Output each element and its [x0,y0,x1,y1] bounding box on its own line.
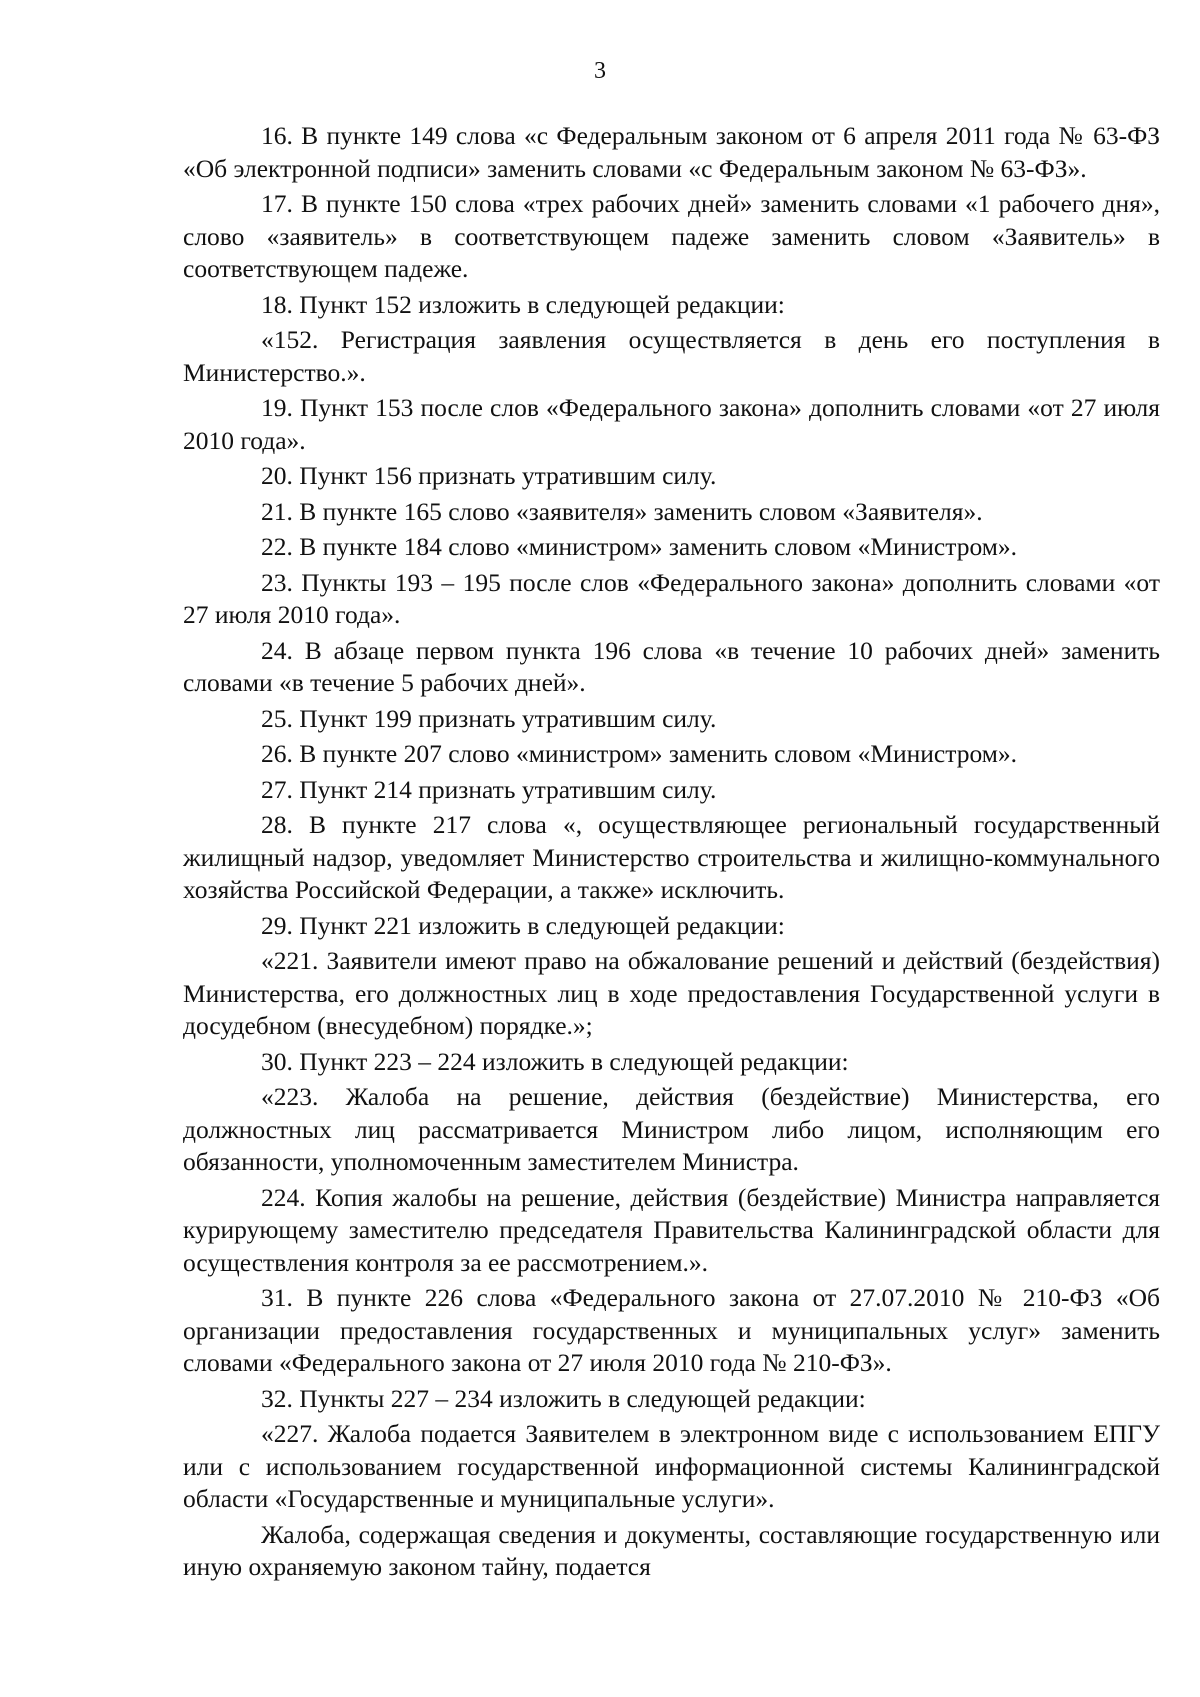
paragraph-28: 28. В пункте 217 слова «, осуществляющее региональный государственный жилищный надзор, уведомляет Министерство строительства и жилищно-коммунального хозяйства Российской Федерации, а также» исключить. [183,810,1160,904]
paragraph-30: 30. Пункт 223 – 224 изложить в следующей редакции: [261,1046,849,1076]
paragraph-17: 17. В пункте 150 слова «трех рабочих дней» заменить словами «1 рабочего дня», слово «заявитель» в соответствующем падеже заменить словом «Заявитель» в соответствующем падеже. [183,189,1160,283]
paragraph-221-text: «221. Заявители имеют право на обжалование решений и действий (бездействия) Министерства, его должностных лиц в ходе предоставления Государственной услуги в досудебном (внесудебном) порядке.»; [183,946,1160,1040]
document-body [183,120,1160,1584]
paragraph-complaint-secret: Жалоба, содержащая сведения и документы, составляющие государственную или иную охраняемую законом тайну, подается [183,1519,1160,1581]
paragraph-29: 29. Пункт 221 изложить в следующей редакции: [261,910,785,940]
paragraph-22: 22. В пункте 184 слово «министром» заменить словом «Министром». [261,532,1017,561]
paragraph-21: 21. В пункте 165 слово «заявителя» заменить словом «Заявителя». [261,496,983,526]
paragraph-32: 32. Пункты 227 – 234 изложить в следующей редакции: [261,1383,866,1413]
paragraph-26: 26. В пункте 207 слово «министром» заменить словом «Министром». [261,739,1017,768]
paragraph-27: 27. Пункт 214 признать утратившим силу. [261,774,717,804]
paragraph-23: 23. Пункты 193 – 195 после слов «Федерального закона» дополнить словами «от 27 июля 2010 года». [183,567,1160,629]
paragraph-20: 20. Пункт 156 признать утратившим силу. [261,461,717,490]
paragraph-25: 25. Пункт 199 признать утратившим силу. [261,703,717,733]
paragraph-224-text: 224. Копия жалобы на решение, действия (бездействие) Министра направляется курирующему заместителю председателя Правительства Калининградской области для осуществления контроля за ее рассмотрением.». [183,1182,1160,1277]
page-number: 3 [594,58,606,84]
paragraph-18: 18. Пункт 152 изложить в следующей редакции: [261,289,785,319]
paragraph-31: 31. В пункте 226 слова «Федерального закона от 27.07.2010 № 210-ФЗ «Об организации предоставления государственных и муниципальных услуг» заменить словами «Федерального закона от 27 июля 2010 года № 210-ФЗ». [183,1283,1160,1377]
paragraph-16: 16. В пункте 149 слова «с Федеральным законом от 6 апреля 2011 года № 63-ФЗ «Об электронной подписи» заменить словами «с Федеральным законом № 63-ФЗ». [183,121,1160,183]
paragraph-19: 19. Пункт 153 после слов «Федерального закона» дополнить словами «от 27 июля 2010 года». [183,393,1160,455]
paragraph-227-text: «227. Жалоба подается Заявителем в электронном виде с использованием ЕПГУ или с использованием государственной информационной системы Калининградской области «Государственные и муниципальные услуги». [183,1419,1160,1513]
paragraph-24: 24. В абзаце первом пункта 196 слова «в течение 10 рабочих дней» заменить словами «в течение 5 рабочих дней». [183,635,1160,697]
paragraph-152-text: «152. Регистрация заявления осуществляется в день его поступления в Министерство.». [183,325,1160,387]
paragraph-223-text: «223. Жалоба на решение, действия (бездействие) Министерства, его должностных лиц рассматривается Министром либо лицом, исполняющим его обязанности, уполномоченным заместителем Министра. [183,1082,1160,1176]
